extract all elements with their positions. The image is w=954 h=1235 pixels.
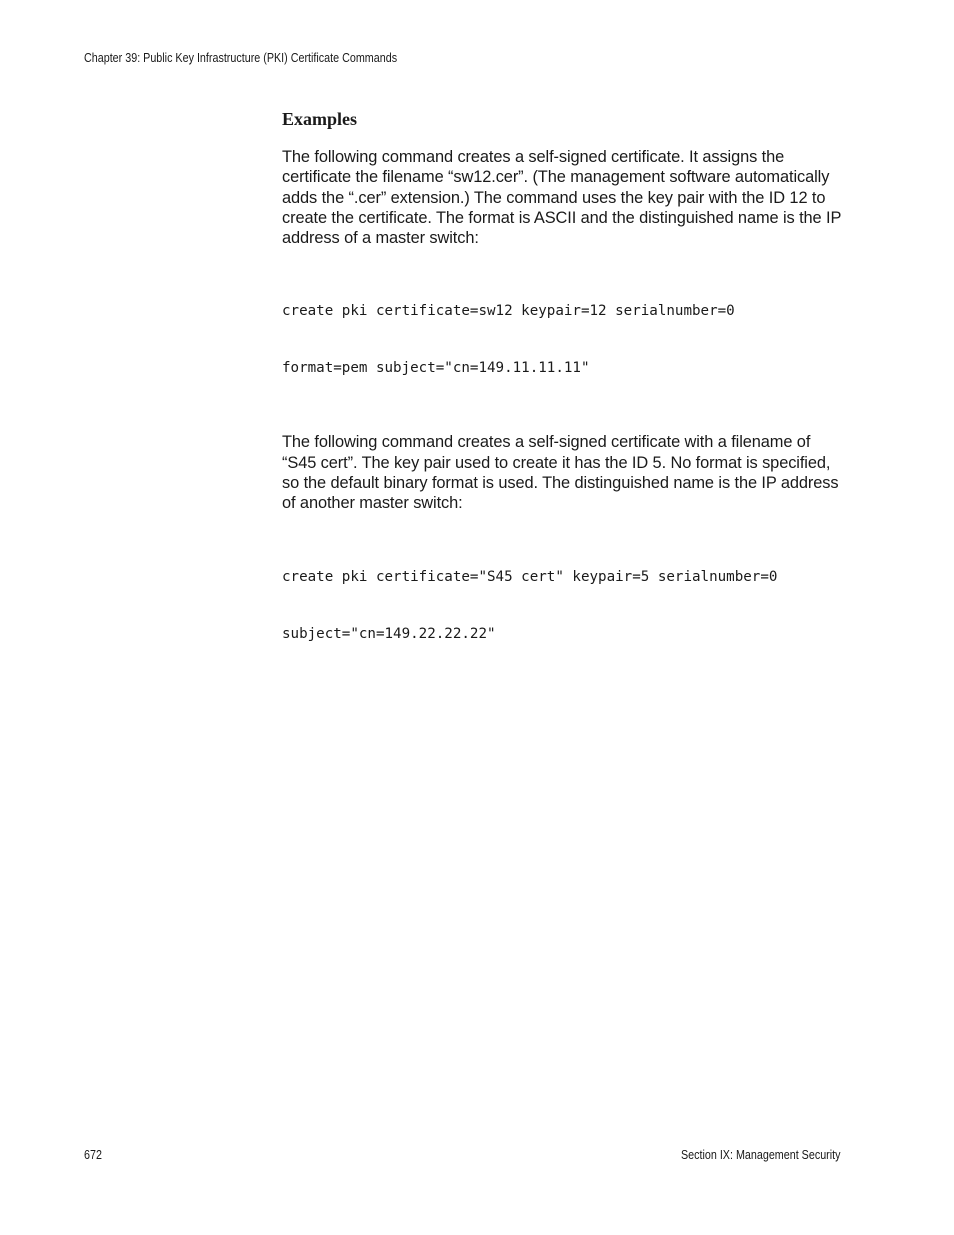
page-content [282, 108, 848, 698]
code-line: format=pem subject="cn=149.11.11.11" [282, 360, 590, 377]
example-1-description: The following command creates a self-signed certificate. It assigns the certificate the filename “sw12.cer”. (The management software automatically adds the “.cer” extension.) The command uses the key pair with the ID 12 to create the certificate. The format is ASCII and the distinguished name is the IP address of a master switch: [282, 148, 841, 248]
running-header: Chapter 39: Public Key Infrastructure (PKI) Certificate Commands [84, 51, 398, 65]
code-line: subject="cn=149.22.22.22" [282, 625, 496, 642]
example-2-code-block [282, 530, 848, 682]
examples-heading: Examples [282, 109, 358, 129]
footer-section-title: Section IX: Management Security [681, 1148, 841, 1162]
example-1-code-block [282, 264, 848, 416]
example-2-description: The following command creates a self-signed certificate with a filename of “S45 cert”. The key pair used to create it has the ID 5. No format is specified, so the default binary format is used. The distinguished name is the IP address of another master switch: [282, 433, 839, 513]
code-line: create pki certificate="S45 cert" keypair=5 serialnumber=0 [282, 568, 778, 585]
page-number: 672 [84, 1148, 102, 1162]
code-line: create pki certificate=sw12 keypair=12 serialnumber=0 [282, 303, 735, 320]
